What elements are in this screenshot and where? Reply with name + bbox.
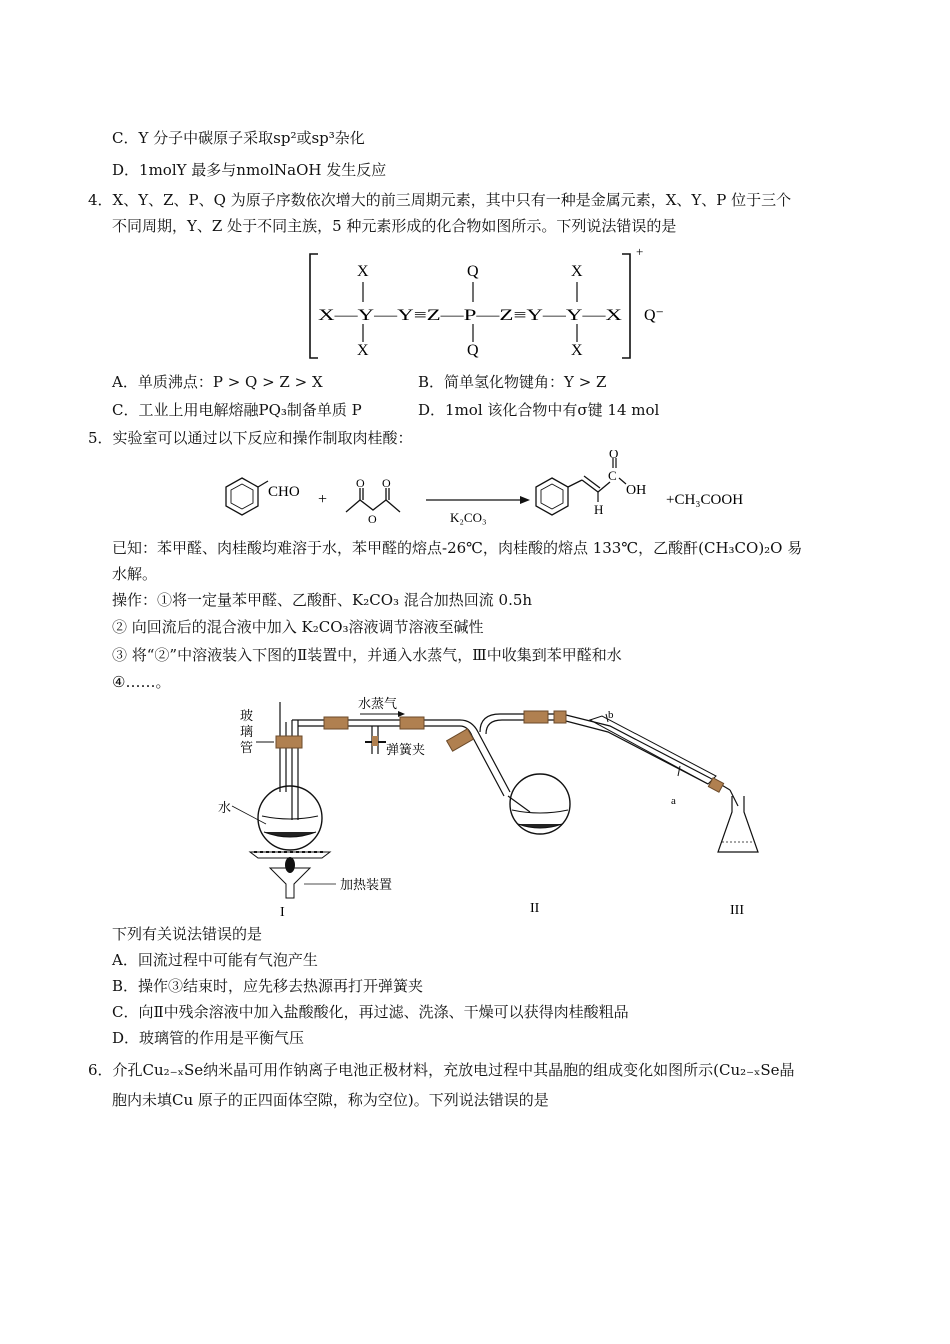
q4-anion: Q⁻ bbox=[644, 307, 664, 324]
q4-option-a: A．单质沸点：P > Q > Z > X bbox=[112, 373, 323, 391]
label-water: 水 bbox=[218, 801, 232, 816]
q4-top-x-right: X bbox=[571, 263, 583, 280]
q4-top-x-left: X bbox=[357, 263, 369, 280]
label-apparatus-ii: II bbox=[530, 901, 540, 916]
label-glass-tube-3: 管 bbox=[240, 741, 254, 756]
q5-option-a: A．回流过程中可能有气泡产生 bbox=[112, 951, 318, 969]
svg-text:O: O bbox=[382, 476, 391, 490]
q5-operation-4: ④……。 bbox=[112, 673, 171, 691]
q5-product-oh: OH bbox=[626, 483, 647, 498]
q4-stem-line2: 不同周期，Y、Z 处于不同主族，5 种元素形成的化合物如图所示。下列说法错误的是 bbox=[112, 217, 677, 235]
svg-text:O: O bbox=[356, 476, 365, 490]
q6-stem-line1: 6．介孔Cu₂₋ₓSe纳米晶可用作钠离子电池正极材料，充放电过程中其晶胞的组成变化如图所示(Cu₂₋ₓSe晶 bbox=[88, 1061, 795, 1079]
q4-structure-diagram bbox=[300, 244, 680, 364]
q4-bottom-x-left: X bbox=[357, 342, 369, 359]
svg-text:O: O bbox=[368, 512, 377, 526]
q6-stem-line2: 胞内未填Cu 原子的正四面体空隙，称为空位)。下列说法错误的是 bbox=[112, 1091, 549, 1109]
label-glass-tube-1: 玻 bbox=[240, 709, 254, 724]
q5-cho-group: CHO bbox=[268, 484, 300, 500]
q5-stem: 5．实验室可以通过以下反应和操作制取肉桂酸： bbox=[88, 429, 413, 447]
q5-option-d: D．玻璃管的作用是平衡气压 bbox=[112, 1029, 305, 1047]
q5-known-line2: 水解。 bbox=[112, 565, 158, 583]
label-glass-tube-2: 璃 bbox=[240, 725, 254, 740]
label-steam: 水蒸气 bbox=[358, 697, 398, 712]
q3-option-c: C．Y 分子中碳原子采取sp²或sp³杂化 bbox=[112, 129, 365, 147]
q5-option-c: C．向Ⅱ中残余溶液中加入盐酸酸化，再过滤、洗涤、干燥可以获得肉桂酸粗品 bbox=[112, 1003, 629, 1021]
q4-option-d: D．1mol 该化合物中有σ键 14 mol bbox=[418, 401, 660, 419]
q5-operation-2: ② 向回流后的混合液中加入 K₂CO₃溶液调节溶液至碱性 bbox=[112, 618, 484, 636]
q4-bottom-x-right: X bbox=[571, 342, 583, 359]
q5-operation-3: ③ 将“②”中溶液装入下图的Ⅱ装置中，并通入水蒸气，Ⅲ中收集到苯甲醛和水 bbox=[112, 646, 622, 664]
q4-top-q: Q bbox=[467, 263, 479, 280]
q4-option-b: B．简单氢化物键角：Y > Z bbox=[418, 373, 607, 391]
q5-operation-1: 操作：①将一定量苯甲醛、乙酸酐、K₂CO₃ 混合加热回流 0.5h bbox=[112, 591, 533, 609]
q5-plus-sign: + bbox=[318, 491, 328, 508]
label-apparatus-i: I bbox=[280, 905, 285, 920]
q5-apparatus-diagram bbox=[210, 692, 770, 922]
q5-question: 下列有关说法错误的是 bbox=[112, 925, 263, 943]
q4-charge: + bbox=[636, 244, 644, 259]
label-port-a: a bbox=[671, 795, 676, 807]
q5-product-h: H bbox=[594, 502, 604, 517]
q4-stem-line1: 4．X、Y、Z、P、Q 为原子序数依次增大的前三周期元素，其中只有一种是金属元素，X、Y、P 位于三个 bbox=[88, 191, 792, 209]
q5-option-b: B．操作③结束时，应先移去热源再打开弹簧夹 bbox=[112, 977, 424, 995]
q4-bottom-q: Q bbox=[467, 342, 479, 359]
q4-option-c: C．工业上用电解熔融PQ₃制备单质 P bbox=[112, 401, 362, 419]
label-heater: 加热装置 bbox=[340, 878, 393, 893]
q5-product-c: C bbox=[608, 468, 617, 483]
q5-reaction-scheme bbox=[210, 450, 770, 530]
label-apparatus-iii: III bbox=[730, 903, 744, 918]
q5-byproduct: +CH₃COOH bbox=[666, 492, 744, 508]
q5-product-o: O bbox=[609, 450, 619, 461]
q4-middle-row: X—Y—Y≡Z—P—Z≡Y—Y—X bbox=[318, 307, 623, 324]
q3-option-d: D．1molY 最多与nmolNaOH 发生反应 bbox=[112, 161, 387, 179]
label-port-b: b bbox=[608, 709, 614, 721]
q5-condition: K₂CO₃ bbox=[450, 510, 487, 525]
label-clamp: 弹簧夹 bbox=[386, 743, 426, 758]
q5-known-line1: 已知：苯甲醛、肉桂酸均难溶于水，苯甲醛的熔点-26℃，肉桂酸的熔点 133℃，乙酸酐(CH₃CO)₂O 易 bbox=[112, 539, 803, 557]
